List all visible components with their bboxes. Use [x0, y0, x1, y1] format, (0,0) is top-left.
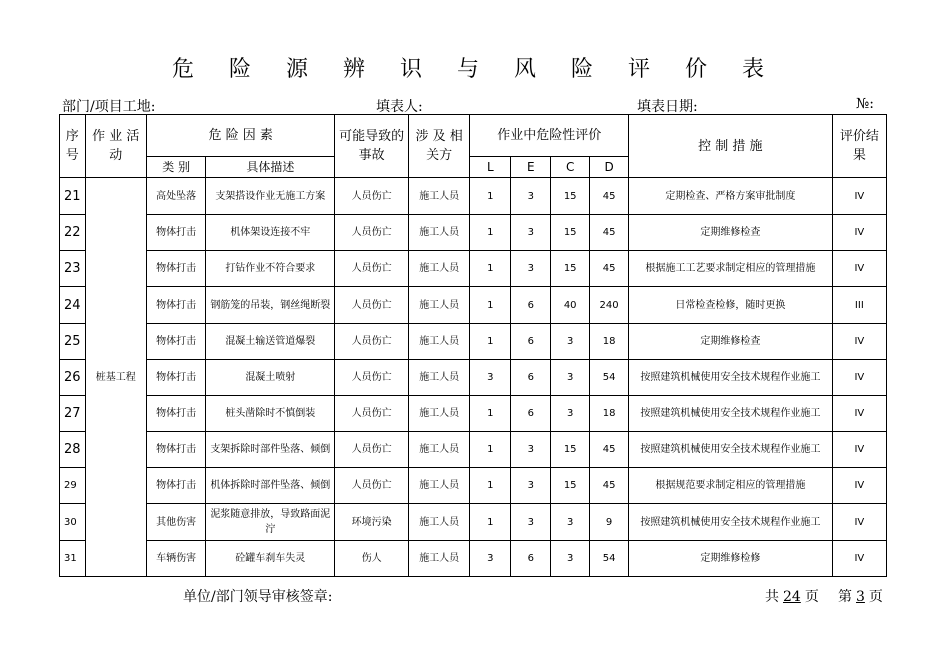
value-d: 45: [590, 215, 629, 251]
evaluation-result: IV: [832, 360, 886, 396]
evaluation-result: IV: [832, 251, 886, 287]
value-d: 45: [590, 251, 629, 287]
hazard-description: 钢筋笼的吊装，钢丝绳断裂: [206, 287, 335, 324]
table-row: [60, 396, 887, 432]
value-e: 3: [511, 468, 551, 504]
possible-accident: 人员伤亡: [335, 396, 409, 432]
value-d: 45: [590, 432, 629, 468]
possible-accident: 人员伤亡: [335, 360, 409, 396]
header-activity: 作 业 活 动: [85, 115, 146, 178]
involved-party: 施工人员: [408, 360, 469, 396]
hazard-category: 物体打击: [146, 396, 205, 432]
involved-party: 施工人员: [408, 287, 469, 324]
hazard-category: 其他伤害: [146, 504, 205, 541]
value-d: 240: [590, 287, 629, 324]
possible-accident: 人员伤亡: [335, 178, 409, 215]
possible-accident: 伤人: [335, 541, 409, 577]
row-number: 28: [60, 432, 86, 468]
row-number: 25: [60, 324, 86, 360]
hazard-description: 支架搭设作业无施工方案: [206, 178, 335, 215]
table-row: [60, 324, 887, 360]
value-l: 1: [470, 324, 511, 360]
value-c: 15: [551, 432, 590, 468]
value-c: 15: [551, 251, 590, 287]
value-d: 18: [590, 324, 629, 360]
header-seq: 序号: [60, 115, 86, 178]
date-label: 填表日期:: [637, 99, 698, 115]
value-e: 3: [511, 251, 551, 287]
evaluation-result: IV: [832, 432, 886, 468]
value-e: 6: [511, 396, 551, 432]
value-c: 3: [551, 541, 590, 577]
control-measure: 根据施工工艺要求制定相应的管理措施: [629, 251, 833, 287]
dept-label: 部门/项目工地:: [62, 99, 156, 115]
header-category: 类 别: [146, 157, 205, 178]
value-c: 3: [551, 396, 590, 432]
possible-accident: 环境污染: [335, 504, 409, 541]
table-row: [60, 178, 887, 215]
value-c: 3: [551, 324, 590, 360]
control-measure: 定期检查、严格方案审批制度: [629, 178, 833, 215]
involved-party: 施工人员: [408, 504, 469, 541]
hazard-description: 混凝土喷射: [206, 360, 335, 396]
value-e: 3: [511, 504, 551, 541]
evaluation-result: IV: [832, 178, 886, 215]
activity-cell: 桩基工程: [85, 178, 146, 577]
possible-accident: 人员伤亡: [335, 287, 409, 324]
control-measure: 根据规范要求制定相应的管理措施: [629, 468, 833, 504]
value-e: 6: [511, 287, 551, 324]
table-row: [60, 215, 887, 251]
row-number: 24: [60, 287, 86, 324]
row-number: 26: [60, 360, 86, 396]
involved-party: 施工人员: [408, 541, 469, 577]
approval-signature-label: 单位/部门领导审核签章:: [183, 589, 333, 605]
value-e: 6: [511, 541, 551, 577]
value-d: 54: [590, 360, 629, 396]
row-number: 21: [60, 178, 86, 215]
evaluation-result: IV: [832, 215, 886, 251]
control-measure: 按照建筑机械使用安全技术规程作业施工: [629, 432, 833, 468]
hazard-category: 物体打击: [146, 360, 205, 396]
row-number: 31: [60, 541, 86, 577]
table-row: [60, 432, 887, 468]
page-number: [838, 586, 883, 606]
header-c: C: [551, 157, 590, 178]
total-pages: 24: [783, 589, 801, 605]
hazard-category: 物体打击: [146, 432, 205, 468]
header-l: L: [470, 157, 511, 178]
value-l: 1: [470, 287, 511, 324]
value-c: 40: [551, 287, 590, 324]
number-label: №:: [856, 96, 874, 112]
value-e: 6: [511, 360, 551, 396]
possible-accident: 人员伤亡: [335, 324, 409, 360]
row-number: 30: [60, 504, 86, 541]
value-c: 15: [551, 215, 590, 251]
involved-party: 施工人员: [408, 324, 469, 360]
hazard-category: 物体打击: [146, 287, 205, 324]
possible-accident: 人员伤亡: [335, 251, 409, 287]
control-measure: 定期维修检查: [629, 215, 833, 251]
row-number: 22: [60, 215, 86, 251]
value-l: 1: [470, 215, 511, 251]
control-measure: 按照建筑机械使用安全技术规程作业施工: [629, 504, 833, 541]
table-row: [60, 504, 887, 541]
table-row: [60, 251, 887, 287]
risk-table: [59, 114, 887, 577]
hazard-description: 泥浆随意排放，导致路面泥泞: [206, 504, 335, 541]
evaluation-result: IV: [832, 541, 886, 577]
filler-label: 填表人:: [376, 99, 423, 115]
value-c: 3: [551, 504, 590, 541]
hazard-description: 桩头凿除时不慎倒装: [206, 396, 335, 432]
control-measure: 定期维修检查: [629, 324, 833, 360]
involved-party: 施工人员: [408, 396, 469, 432]
value-d: 45: [590, 468, 629, 504]
hazard-description: 机体架设连接不牢: [206, 215, 335, 251]
header-hazard: 危 险 因 素: [146, 115, 334, 157]
value-l: 1: [470, 178, 511, 215]
value-e: 3: [511, 432, 551, 468]
header-description: 具体描述: [206, 157, 335, 178]
row-number: 27: [60, 396, 86, 432]
possible-accident: 人员伤亡: [335, 215, 409, 251]
evaluation-result: IV: [832, 504, 886, 541]
header-d: D: [590, 157, 629, 178]
value-l: 1: [470, 468, 511, 504]
value-d: 45: [590, 178, 629, 215]
row-number: 29: [60, 468, 86, 504]
table-row: [60, 360, 887, 396]
evaluation-result: IV: [832, 468, 886, 504]
control-measure: 定期维修检修: [629, 541, 833, 577]
hazard-category: 物体打击: [146, 324, 205, 360]
total-prefix: 共: [765, 589, 779, 605]
header-e: E: [511, 157, 551, 178]
control-measure: 日常检查检修，随时更换: [629, 287, 833, 324]
total-suffix: 页: [804, 589, 819, 605]
page-no: 3: [856, 589, 865, 605]
value-e: 3: [511, 178, 551, 215]
page-count: [765, 586, 819, 606]
page-prefix: 第: [838, 589, 852, 605]
value-l: 3: [470, 360, 511, 396]
hazard-description: 打钻作业不符合要求: [206, 251, 335, 287]
row-number: 23: [60, 251, 86, 287]
header-parties: 涉 及 相关方: [408, 115, 469, 178]
value-d: 54: [590, 541, 629, 577]
page-suffix: 页: [868, 589, 883, 605]
page-title: 危 险 源 辨 识 与 风 险 评 价 表: [172, 57, 778, 82]
value-l: 3: [470, 541, 511, 577]
value-c: 15: [551, 468, 590, 504]
hazard-category: 物体打击: [146, 468, 205, 504]
header-accident: 可能导致的事故: [335, 115, 409, 178]
hazard-category: 高处坠落: [146, 178, 205, 215]
hazard-category: 物体打击: [146, 251, 205, 287]
hazard-category: 物体打击: [146, 215, 205, 251]
control-measure: 按照建筑机械使用安全技术规程作业施工: [629, 360, 833, 396]
value-l: 1: [470, 396, 511, 432]
involved-party: 施工人员: [408, 251, 469, 287]
value-e: 3: [511, 215, 551, 251]
involved-party: 施工人员: [408, 468, 469, 504]
involved-party: 施工人员: [408, 178, 469, 215]
value-d: 9: [590, 504, 629, 541]
value-l: 1: [470, 504, 511, 541]
hazard-description: 混凝土输送管道爆裂: [206, 324, 335, 360]
table-row: [60, 468, 887, 504]
table-row: [60, 287, 887, 324]
evaluation-result: IV: [832, 324, 886, 360]
header-row: [60, 115, 887, 157]
header-evaluation: 作业中危险性评价: [470, 115, 629, 157]
evaluation-result: IV: [832, 396, 886, 432]
possible-accident: 人员伤亡: [335, 468, 409, 504]
hazard-description: 砼罐车刹车失灵: [206, 541, 335, 577]
evaluation-result: III: [832, 287, 886, 324]
value-c: 15: [551, 178, 590, 215]
hazard-description: 支架拆除时部件坠落、倾倒: [206, 432, 335, 468]
hazard-category: 车辆伤害: [146, 541, 205, 577]
header-control: 控 制 措 施: [629, 115, 833, 178]
involved-party: 施工人员: [408, 432, 469, 468]
possible-accident: 人员伤亡: [335, 432, 409, 468]
header-result: 评价结果: [832, 115, 886, 178]
table-row: [60, 541, 887, 577]
value-l: 1: [470, 251, 511, 287]
value-d: 18: [590, 396, 629, 432]
control-measure: 按照建筑机械使用安全技术规程作业施工: [629, 396, 833, 432]
value-l: 1: [470, 432, 511, 468]
involved-party: 施工人员: [408, 215, 469, 251]
value-e: 6: [511, 324, 551, 360]
value-c: 3: [551, 360, 590, 396]
hazard-description: 机体拆除时部件坠落、倾倒: [206, 468, 335, 504]
